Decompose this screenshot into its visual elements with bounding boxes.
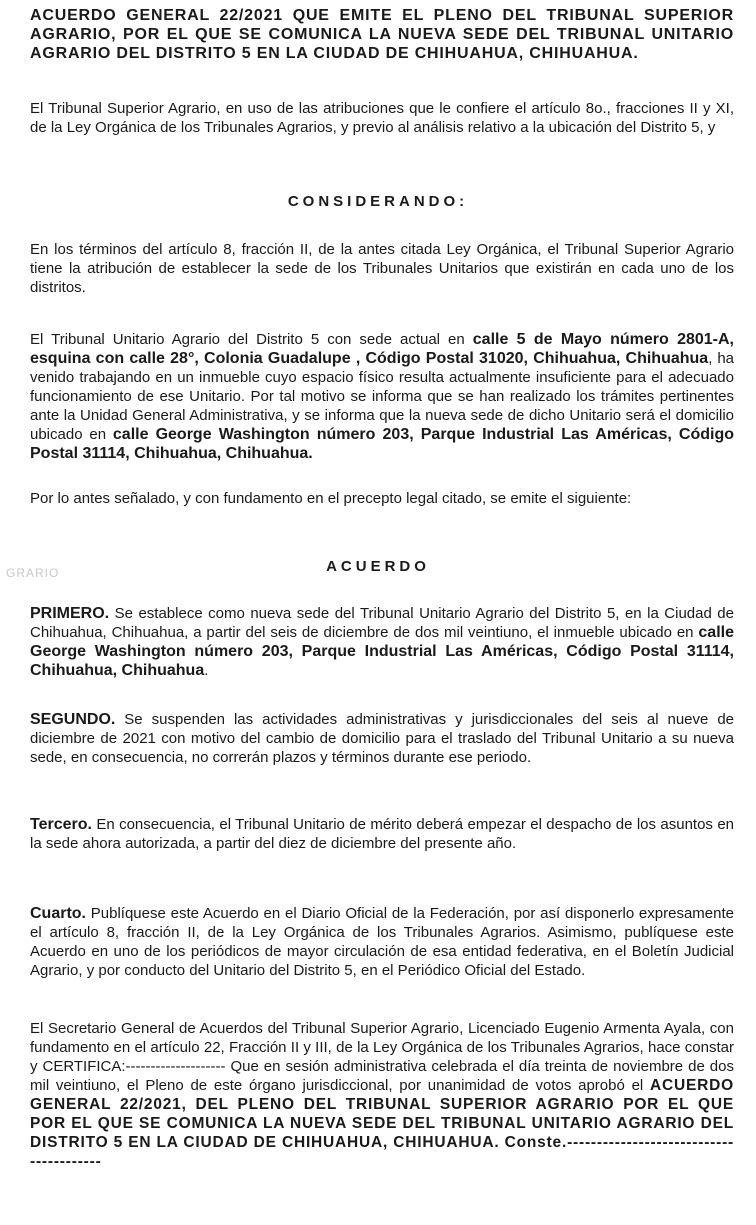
considerando-2-text-2: , ha venido trabajando en un inmueble cuyo espacio físico resulta actualmente insuficiente para el adecuado funcionamiento de ese Unitario. Por tal motivo se informa que se han realizado los trámites pertinentes ante la Unidad General Administrativa, y se informa que la nueva sede de dicho Unitario será el domicilio ubicado en (30, 350, 734, 443)
primero-text-1: Se establece como nueva sede del Tribunal Unitario Agrario del Distrito 5, en la Ciudad de Chihuahua, Chihuahua, a partir del seis de diciembre de dos mil veintiuno, el inmueble ubicado en (30, 605, 734, 641)
certificacion-acuerdo-title: ACUERDO GENERAL 22/2021, DEL PLENO DEL TRIBUNAL SUPERIOR AGRARIO POR EL QUE POR EL QUE SE COMUNICA LA NUEVA SEDE DEL TRIBUNAL UNITARIO AGRARIO DEL DISTRITO 5 EN LA CIUDAD DE CHIHUAHUA, CHIHUAHUA. Conste.---------------------------------------- (30, 1077, 734, 1170)
considerando-paragraph-1: En los términos del artículo 8, fracción II, de la antes citada Ley Orgánica, el Tribunal Superior Agrario tiene la atribución de establecer la sede de los Tribunales Unitarios que existirán en cada uno de los distritos. (30, 241, 734, 296)
considerando-paragraph-3: Por lo antes señalado, y con fundamento en el precepto legal citado, se emite el siguiente: (30, 490, 632, 507)
primero-label: PRIMERO. (30, 605, 110, 622)
cuarto-paragraph (30, 904, 734, 980)
certificacion-paragraph (30, 1019, 734, 1171)
considerando-2-old-address: calle 5 de Mayo número 2801-A, esquina con calle 28°, Colonia Guadalupe , Código Postal 31020, Chihuahua, Chihuahua (30, 331, 735, 367)
document-title: ACUERDO GENERAL 22/2021 QUE EMITE EL PLENO DEL TRIBUNAL SUPERIOR AGRARIO, POR EL QUE SE COMUNICA LA NUEVA SEDE DEL TRIBUNAL UNITARIO AGRARIO DEL DISTRITO 5 EN LA CIUDAD DE CHIHUAHUA, CHIHUAHUA. (30, 7, 734, 62)
stamp-watermark: GRARIO (6, 566, 60, 580)
considerando-2-text-1: El Tribunal Unitario Agrario del Distrito 5 con sede actual en (30, 331, 473, 348)
cuarto-label: Cuarto. (30, 905, 86, 922)
segundo-text: Se suspenden las actividades administrativas y jurisdiccionales del seis al nueve de diciembre de 2021 con motivo del cambio de domicilio para el traslado del Tribunal Unitario a su nueva sede, en consecuencia, no correrán plazos y términos durante ese periodo. (30, 711, 734, 766)
primero-text-2: . (204, 662, 209, 679)
segundo-label: SEGUNDO. (30, 711, 116, 728)
acuerdo-heading: ACUERDO (326, 558, 430, 575)
tercero-label: Tercero. (30, 816, 92, 833)
considerando-heading: CONSIDERANDO: (287, 193, 469, 210)
segundo-paragraph (30, 710, 734, 767)
intro-paragraph: El Tribunal Superior Agrario, en uso de las atribuciones que le confiere el artículo 8o., fracciones II y XI, de la Ley Orgánica de los Tribunales Agrarios, y previo al análisis relativo a la ubicación del Distrito 5, y (30, 100, 734, 136)
tercero-text: En consecuencia, el Tribunal Unitario de mérito deberá empezar el despacho de los asuntos en la sede ahora autorizada, a partir del diez de diciembre del presente año. (30, 816, 734, 852)
certificacion-text: El Secretario General de Acuerdos del Tribunal Superior Agrario, Licenciado Eugenio Armenta Ayala, con fundamento en el artículo 22, Fracción II y III, de la Ley Orgánica de los Tribunales Agrarios, hace constar y CERTIFICA:-------------------- Que en sesión administrativa celebrada el día treinta de noviembre de dos mil veintiuno, el Pleno de este órgano jurisdiccional, por unanimidad de votos aprobó el (30, 1020, 734, 1094)
considerando-paragraph-2 (30, 330, 734, 463)
primero-address: calle George Washington número 203, Parque Industrial Las Américas, Código Postal 31114, Chihuahua, Chihuahua (30, 624, 734, 679)
tercero-paragraph (30, 815, 734, 853)
cuarto-text: Publíquese este Acuerdo en el Diario Oficial de la Federación, por así disponerlo expresamente el artículo 8, fracción II, de la Ley Orgánica de los Tribunales Agrarios. Asimismo, publíquese este Acuerdo en uno de los periódicos de mayor circulación de esa entidad federativa, en el Boletín Judicial Agrario, y por conducto del Unitario del Distrito 5, en el Periódico Oficial del Estado. (30, 905, 734, 979)
primero-paragraph (30, 604, 734, 680)
considerando-2-new-address: calle George Washington número 203, Parque Industrial Las Américas, Código Postal 31114, Chihuahua, Chihuahua. (30, 426, 734, 462)
